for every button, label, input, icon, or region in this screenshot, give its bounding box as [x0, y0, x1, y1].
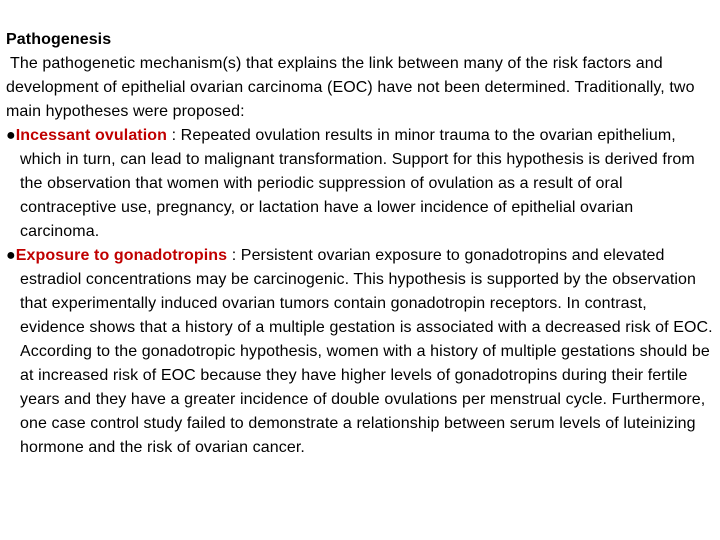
intro-paragraph: The pathogenetic mechanism(s) that explains the link between many of the risk factors and development of epithelial ovarian carcinoma (EOC) have not been determined. Traditionally, two main hypotheses were proposed: — [6, 55, 695, 120]
bullet-text: : Persistent ovarian exposure to gonadotropins and elevated estradiol concentrations may be carcinogenic. This hypothesis is supported by the observation that experimentally induced ovarian tumors contain gonadotropin receptors. In contrast, evidence shows that a history of a multiple gestation is associated with a decreased risk of EOC. According to the gonadotropic hypothesis, women with a history of multiple gestations should be at increased risk of EOC because they have higher levels of gonadotropins during their fertile years and they have a greater incidence of double ovulations per menstrual cycle. Furthermore, one case control study failed to demonstrate a relationship between serum levels of luteinizing hormone and the risk of ovarian cancer. — [20, 247, 713, 456]
section-heading: Pathogenesis — [6, 31, 112, 48]
bullet-dot-icon: ● — [6, 247, 16, 264]
bullet-item-gonadotropins — [6, 244, 716, 460]
bullet-term: Exposure to gonadotropins — [15, 247, 228, 264]
bullet-item-incessant-ovulation — [6, 124, 716, 244]
bullet-term: Incessant ovulation — [15, 127, 168, 144]
text-body — [6, 28, 716, 460]
bullet-text: : Repeated ovulation results in minor trauma to the ovarian epithelium, which in turn, can lead to malignant transformation. Support for this hypothesis is derived from the observation that women with periodic suppression of ovulation as a result of oral contraceptive use, pregnancy, or lactation have a lower incidence of epithelial ovarian carcinoma. — [20, 127, 695, 240]
bullet-dot-icon: ● — [6, 127, 16, 144]
